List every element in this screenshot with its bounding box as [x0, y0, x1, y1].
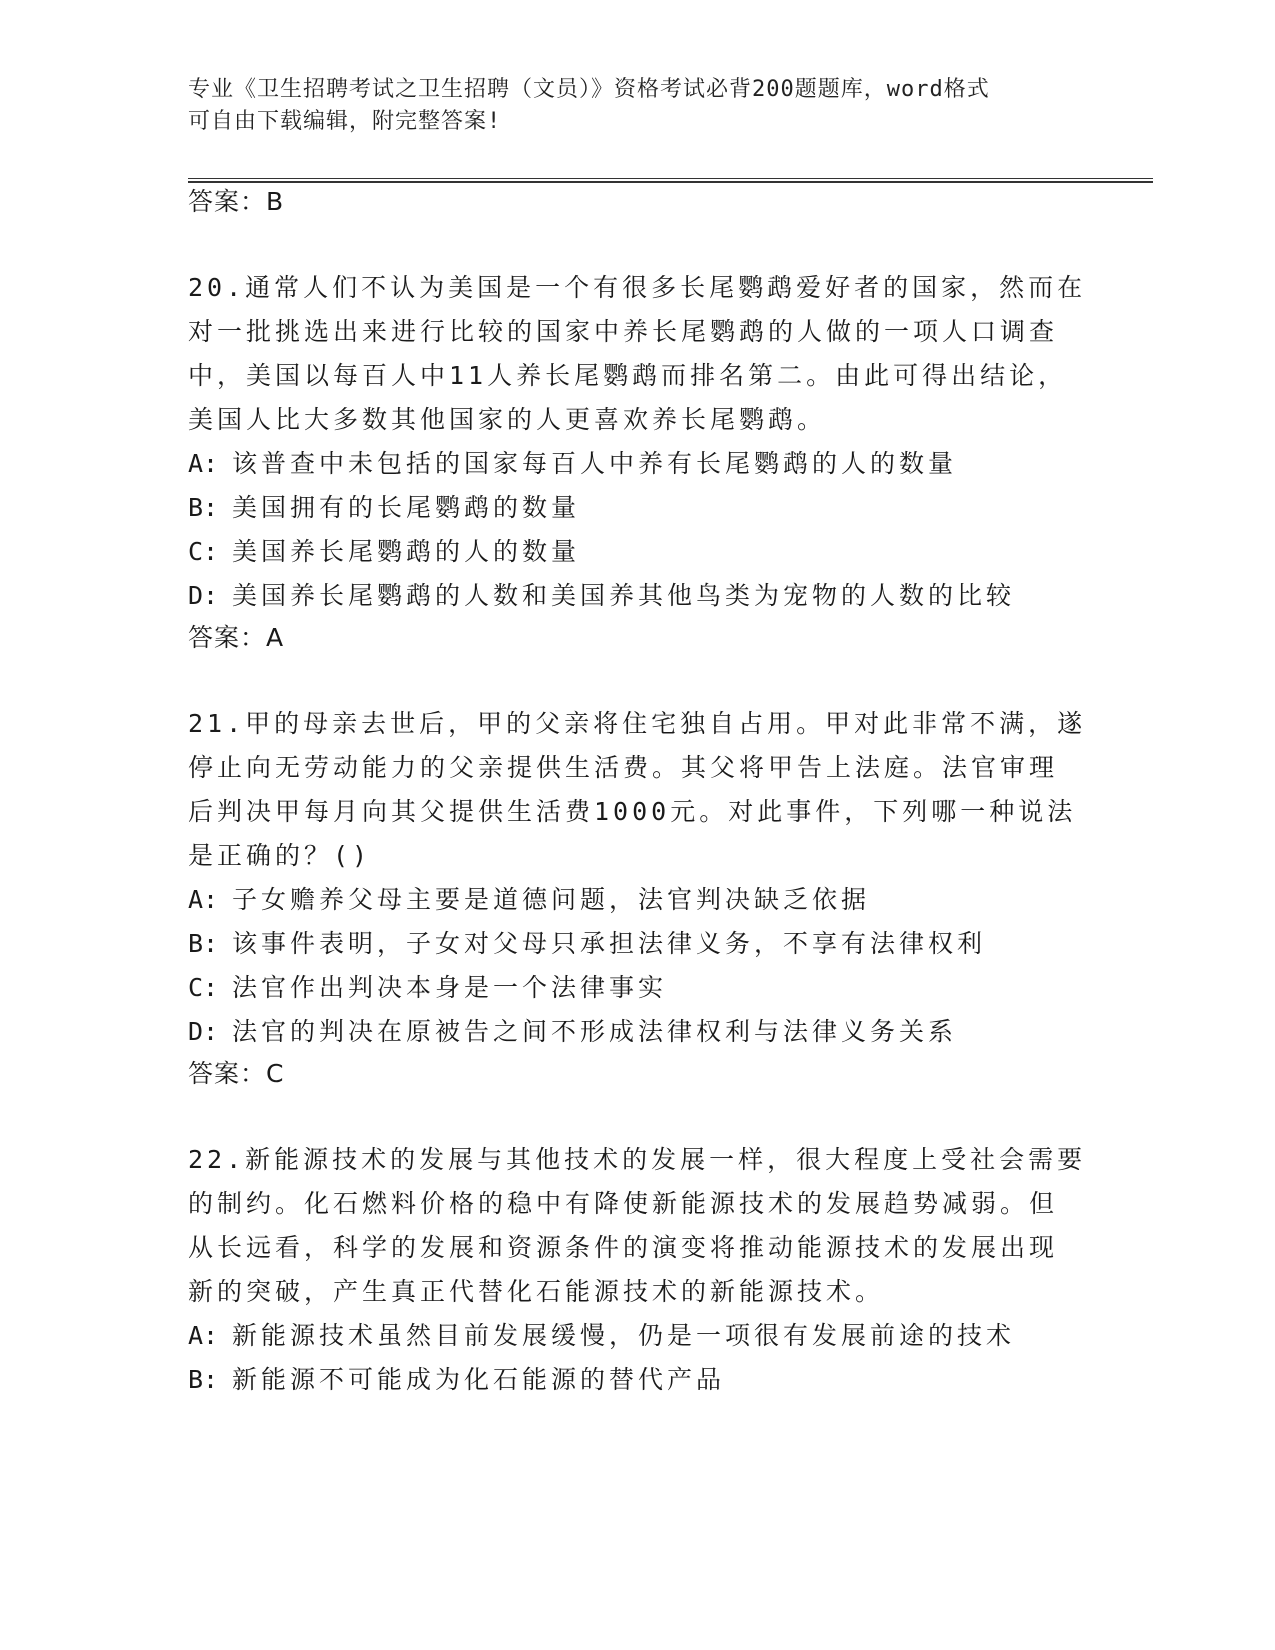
q20-option-a: [188, 446, 957, 482]
q22-line-3: 从长远看，科学的发展和资源条件的演变将推动能源技术的发展出现: [188, 1233, 1059, 1262]
option-text: 新能源不可能成为化石能源的替代产品: [232, 1365, 726, 1394]
q20-line-1: 20.通常人们不认为美国是一个有很多长尾鹦鹉爱好者的国家，然而在: [188, 273, 1087, 302]
q20-option-d: [188, 578, 1015, 614]
q22-line-4: 新的突破，产生真正代替化石能源技术的新能源技术。: [188, 1277, 885, 1306]
q20-option-c: [188, 534, 580, 570]
option-key: D:: [188, 1017, 219, 1046]
q20-line-4: 美国人比大多数其他国家的人更喜欢养长尾鹦鹉。: [188, 405, 827, 434]
option-key: D:: [188, 581, 219, 610]
option-text: 子女赡养父母主要是道德问题，法官判决缺乏依据: [232, 885, 871, 914]
option-key: A:: [188, 885, 219, 914]
option-text: 美国养长尾鹦鹉的人数和美国养其他鸟类为宠物的人数的比较: [232, 581, 1016, 610]
q22-line-2: 的制约。化石燃料价格的稳中有降使新能源技术的发展趋势减弱。但: [188, 1189, 1059, 1218]
header-divider: [188, 178, 1153, 183]
q21-option-d: [188, 1014, 957, 1050]
answer-prev: 答案：B: [188, 187, 285, 216]
q21-line-2: 停止向无劳动能力的父亲提供生活费。其父将甲告上法庭。法官审理: [188, 753, 1059, 782]
q21-line-4: 是正确的？(): [188, 841, 372, 870]
option-key: C:: [188, 537, 219, 566]
q21-answer: 答案：C: [188, 1059, 285, 1088]
q22-option-a: [188, 1318, 1015, 1354]
option-text: 新能源技术虽然目前发展缓慢，仍是一项很有发展前途的技术: [232, 1321, 1016, 1350]
option-text: 法官作出判决本身是一个法律事实: [232, 973, 668, 1002]
q21-option-c: [188, 970, 667, 1006]
q20-line-3: 中，美国以每百人中11人养长尾鹦鹉而排名第二。由此可得出结论，: [188, 361, 1068, 390]
option-key: A:: [188, 449, 219, 478]
q20-answer: 答案：A: [188, 623, 285, 652]
option-key: C:: [188, 973, 219, 1002]
q20-option-b: [188, 490, 580, 526]
q21-option-a: [188, 882, 870, 918]
option-text: 美国养长尾鹦鹉的人的数量: [232, 537, 581, 566]
q22-line-1: 22.新能源技术的发展与其他技术的发展一样，很大程度上受社会需要: [188, 1145, 1087, 1174]
option-key: B:: [188, 929, 219, 958]
q20-line-2: 对一批挑选出来进行比较的国家中养长尾鹦鹉的人做的一项人口调查: [188, 317, 1059, 346]
option-key: A:: [188, 1321, 219, 1350]
page-header: [188, 74, 1068, 138]
header-line-1: 专业《卫生招聘考试之卫生招聘（文员）》资格考试必背200题题库，word格式: [188, 77, 990, 102]
q21-line-3: 后判决甲每月向其父提供生活费1000元。对此事件，下列哪一种说法: [188, 797, 1077, 826]
option-key: B:: [188, 1365, 219, 1394]
q21-line-1: 21.甲的母亲去世后，甲的父亲将住宅独自占用。甲对此非常不满，遂: [188, 709, 1087, 738]
q21-option-b: [188, 926, 986, 962]
option-text: 法官的判决在原被告之间不形成法律权利与法律义务关系: [232, 1017, 958, 1046]
header-line-2: 可自由下载编辑，附完整答案!: [188, 109, 502, 134]
option-text: 该事件表明，子女对父母只承担法律义务，不享有法律权利: [232, 929, 987, 958]
q22-option-b: [188, 1362, 725, 1398]
option-text: 该普查中未包括的国家每百人中养有长尾鹦鹉的人的数量: [232, 449, 958, 478]
option-text: 美国拥有的长尾鹦鹉的数量: [232, 493, 581, 522]
option-key: B:: [188, 493, 219, 522]
